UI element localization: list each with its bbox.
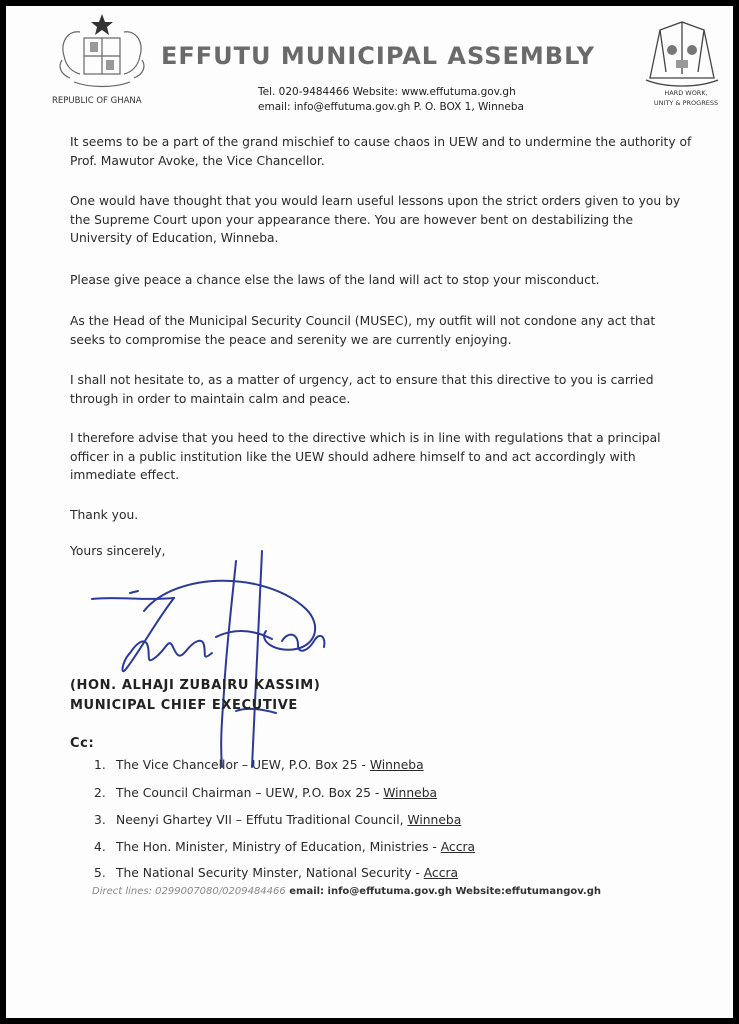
footer-direct-lines: Direct lines: 0299007080/0209484466 [92, 886, 286, 897]
ghana-coat-of-arms-icon [50, 12, 154, 96]
cc-item: 1. The Vice Chancellor – UEW, P.O. Box 25 - Winneba [94, 758, 424, 772]
paragraph-1: It seems to be a part of the grand mischief to cause chaos in UEW and to undermine the authority of Prof. Mawutor Avoke, the Vice Chancellor. [70, 135, 692, 168]
paragraph-2: One would have thought that you would learn useful lessons upon the strict orders given to you by the Supreme Court upon your appearance there. You are however bent on destabilizing the University of Education, Winneba. [70, 194, 681, 245]
signatory-title: MUNICIPAL CHIEF EXECUTIVE [70, 698, 298, 713]
cc-item: 4. The Hon. Minister, Ministry of Education, Ministries - Accra [94, 840, 476, 854]
cc-heading: Cc: [70, 736, 95, 751]
assembly-logo-icon [636, 16, 728, 88]
tel-website-line: Tel. 020-9484466 Website: www.effutuma.gov.gh [258, 86, 516, 98]
handwritten-signature [86, 541, 346, 771]
footer-email-website: email: info@effutuma.gov.gh Website:effutumangov.gh [289, 886, 602, 897]
closing-thanks: Thank you. [70, 508, 139, 522]
coat-of-arms-caption: REPUBLIC OF GHANA [52, 96, 142, 106]
footer-contacts [92, 886, 601, 897]
signatory-name: (HON. ALHAJI ZUBAIRU KASSIM) [70, 678, 321, 693]
motto-line-1: HARD WORK, [664, 89, 708, 97]
assembly-title: EFFUTU MUNICIPAL ASSEMBLY [161, 42, 595, 70]
cc-item: 3. Neenyi Ghartey VII – Effutu Traditional Council, Winneba [94, 813, 462, 827]
cc-item: 2. The Council Chairman – UEW, P.O. Box 25 - Winneba [94, 786, 438, 800]
paragraph-4: As the Head of the Municipal Security Council (MUSEC), my outfit will not condone any act that seeks to compromise the peace and serenity we are currently enjoying. [70, 314, 656, 347]
cc-item: 5. The National Security Minster, National Security - Accra [94, 866, 459, 880]
paragraph-6: I therefore advise that you heed to the directive which is in line with regulations that a principal officer in a public institution like the UEW should adhere himself to and act accordingly with immediate effect. [70, 431, 661, 482]
paragraph-5: I shall not hesitate to, as a matter of urgency, act to ensure that this directive to you is carried through in order to maintain calm and peace. [70, 373, 654, 406]
motto-line-2: UNITY & PROGRESS [653, 99, 719, 107]
letter-page [6, 6, 733, 1018]
closing-salutation: Yours sincerely, [70, 544, 166, 558]
paragraph-3: Please give peace a chance else the laws of the land will act to stop your misconduct. [70, 273, 600, 287]
email-address-line: email: info@effutuma.gov.gh P. O. BOX 1, Winneba [258, 101, 524, 113]
